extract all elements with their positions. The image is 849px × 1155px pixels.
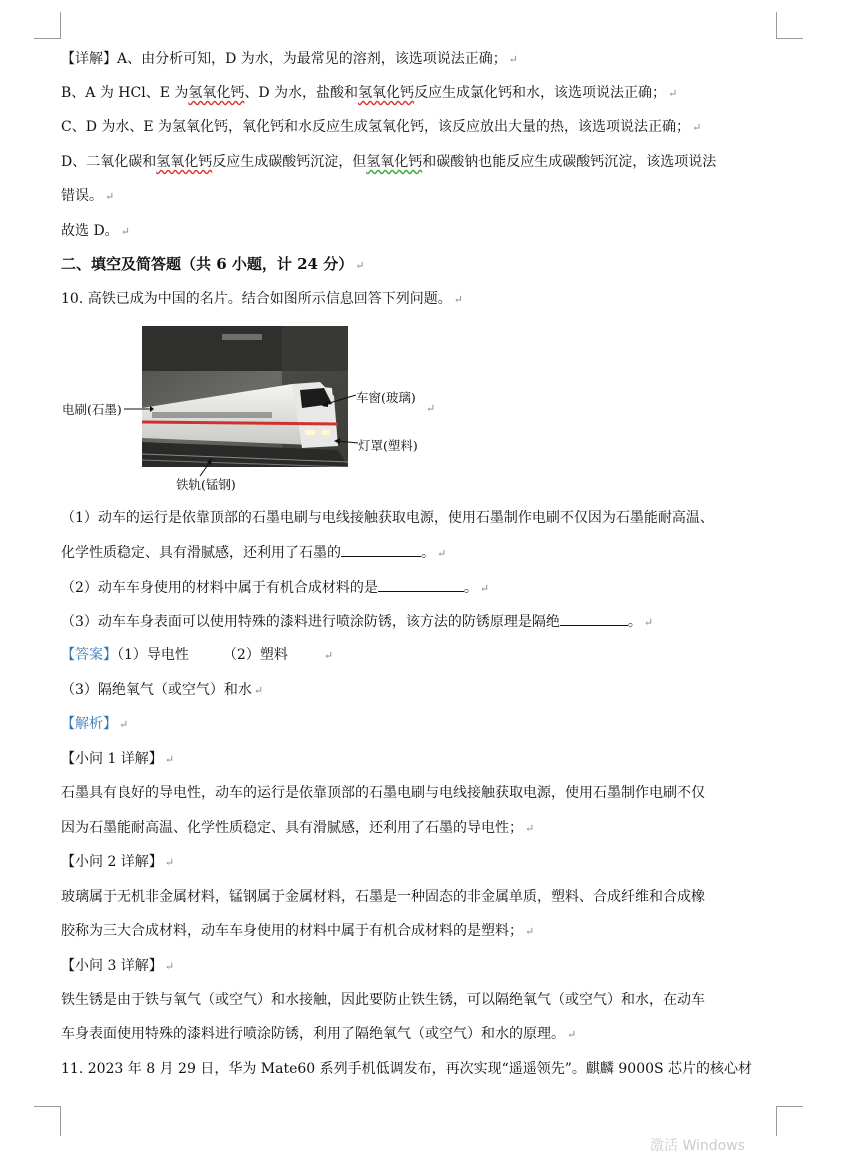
answer-blank-2[interactable] xyxy=(378,578,464,592)
question-10-part-1-a: （1）动车的运行是依靠顶部的石墨电刷与电线接触获取电源，使用石墨制作电刷不仅因为石墨能耐高温、 xyxy=(61,510,714,526)
detail-line-d: D、二氧化碳和氢氧化钙反应生成碳酸钙沉淀，但氢氧化钙和碳酸钠也能反应生成碳酸钙沉淀，该选项说法 xyxy=(61,154,717,170)
train-illustration xyxy=(142,326,348,467)
answer-line: 【答案】（1）导电性 （2）塑料 ↵ xyxy=(61,647,334,663)
crop-mark xyxy=(34,38,61,39)
detail-line-b: B、A 为 HCl、E 为氢氧化钙、D 为水，盐酸和氢氧化钙反应生成氯化钙和水，该选项说法正确； ↵ xyxy=(61,85,678,101)
label-rail: 铁轨(锰钢) xyxy=(176,477,236,492)
train-photo xyxy=(142,326,348,467)
sub-question-1-text-b: 因为石墨能耐高温、化学性质稳定、具有滑腻感，还利用了石墨的导电性； ↵ xyxy=(61,820,535,836)
choice-answer: 故选 D。 ↵ xyxy=(61,223,130,239)
answer-blank-1[interactable] xyxy=(341,543,421,557)
label-window: 车窗(玻璃) xyxy=(356,390,416,405)
crop-mark xyxy=(34,1106,61,1107)
question-10-part-3: （3）动车车身表面可以使用特殊的漆料进行喷涂防锈，该方法的防锈原理是隔绝 。 ↵ xyxy=(61,614,654,630)
sub-question-3-text-a: 铁生锈是由于铁与氧气（或空气）和水接触，因此要防止铁生锈，可以隔绝氧气（或空气）和水，在动车 xyxy=(61,992,705,1008)
question-10-part-1-b: 化学性质稳定、具有滑腻感，还利用了石墨的 。 ↵ xyxy=(61,545,447,561)
label-window-pointer xyxy=(322,392,358,408)
detail-line-c: C、D 为水、E 为氢氧化钙，氧化钙和水反应生成氢氧化钙，该反应放出大量的热，该选项说法正确； ↵ xyxy=(61,119,702,135)
windows-activation-watermark: 激活 Windows xyxy=(650,1138,745,1154)
sub-question-3-text-b: 车身表面使用特殊的漆料进行喷涂防锈，利用了隔绝氧气（或空气）和水的原理。 ↵ xyxy=(61,1026,577,1042)
question-10-part-2: （2）动车车身使用的材料中属于有机合成材料的是 。 ↵ xyxy=(61,580,490,596)
question-11-stem: 11. 2023 年 8 月 29 日，华为 Mate60 系列手机低调发布，再次实现“遥遥领先”。麒麟 9000S 芯片的核心材 xyxy=(61,1061,753,1077)
answer-line-3: （3）隔绝氧气（或空气）和水 ↵ xyxy=(61,682,264,698)
crop-mark xyxy=(776,1106,777,1136)
sub-question-2-text-b: 胶称为三大合成材料，动车车身使用的材料中属于有机合成材料的是塑料； ↵ xyxy=(61,923,535,939)
sub-question-1-tag: 【小问 1 详解】 ↵ xyxy=(61,751,175,767)
label-brush-pointer xyxy=(124,404,154,416)
crop-mark xyxy=(776,38,803,39)
analysis-tag: 【解析】 ↵ xyxy=(61,716,129,732)
sub-question-3-tag: 【小问 3 详解】 ↵ xyxy=(61,958,175,974)
sub-question-2-tag: 【小问 2 详解】 ↵ xyxy=(61,854,175,870)
question-10-stem: 10. 高铁已成为中国的名片。结合如图所示信息回答下列问题。 ↵ xyxy=(61,291,463,307)
label-lamp-pointer xyxy=(334,437,360,449)
section-heading: 二、填空及简答题（共 6 小题，计 24 分） ↵ xyxy=(61,255,365,273)
detail-line-a: 【详解】A、由分析可知，D 为水，为最常见的溶剂，该选项说法正确； ↵ xyxy=(61,51,519,67)
crop-mark xyxy=(776,1106,803,1107)
label-rail-pointer xyxy=(196,458,216,478)
crop-mark xyxy=(776,12,777,38)
sub-question-2-text-a: 玻璃属于无机非金属材料，锰钢属于金属材料，石墨是一种固态的非金属单质，塑料、合成纤维和合成橡 xyxy=(61,889,705,905)
label-lamp: 灯罩(塑料) xyxy=(358,438,418,453)
label-brush: 电刷(石墨) xyxy=(62,402,122,417)
sub-question-1-text-a: 石墨具有良好的导电性，动车的运行是依靠顶部的石墨电刷与电线接触获取电源，使用石墨制作电刷不仅 xyxy=(61,785,705,801)
crop-mark xyxy=(60,12,61,38)
answer-blank-3[interactable] xyxy=(560,612,628,626)
crop-mark xyxy=(60,1106,61,1136)
detail-line-d-cont: 错误。 ↵ xyxy=(61,188,115,204)
